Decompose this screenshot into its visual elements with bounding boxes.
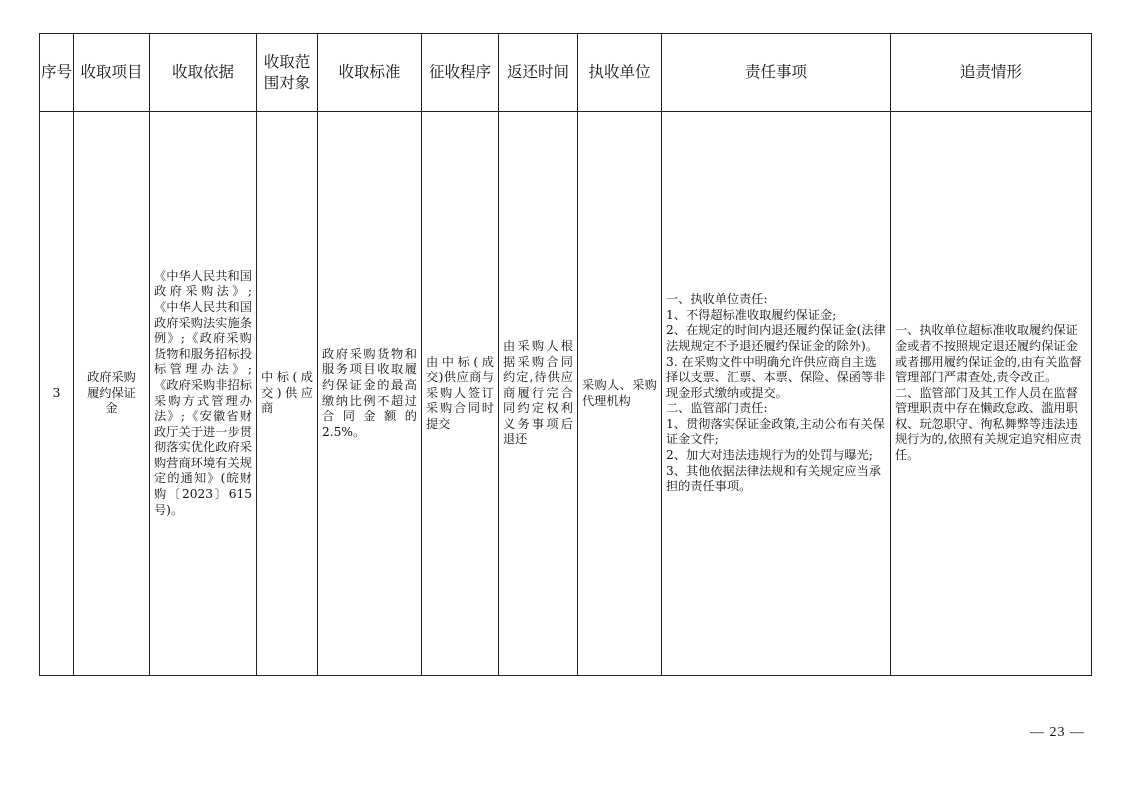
- procedure-value: 由中标(成交)供应商与采购人签订采购合同时提交: [426, 354, 494, 431]
- header-return-time: 返还时间: [499, 34, 578, 112]
- return-time-value: 由采购人根据采购合同约定,待供应商履行完合同约定权利义务事项后退还: [503, 338, 573, 447]
- header-item: 收取项目: [74, 34, 150, 112]
- cell-procedure: [422, 112, 499, 676]
- seq-value: 3: [52, 385, 61, 400]
- header-scope-text: 收取范围对象: [263, 52, 311, 92]
- cell-return-time: [499, 112, 578, 676]
- scope-value: 中标(成交)供应商: [261, 370, 313, 416]
- header-procedure: 征收程序: [422, 34, 499, 112]
- basis-value: 《中华人民共和国政府采购法》;《中华人民共和国政府采购法实施条例》;《政府采购货物和服务招标投标管理办法》;《政府采购非招标采购方式管理办法》;《安徽省财政厅关于进一步贯彻落实优化政府采购营商环境有关规定的通知》(皖财购〔2023〕615 号)。: [154, 268, 252, 517]
- accountability-value: 一、执收单位超标准收取履约保证金或者不按照规定退还履约保证金或者挪用履约保证金的,由有关监督管理部门严肃查处,责令改正。 二、监管部门及其工作人员在监督管理职责中存在懒政怠政、滥用职权、玩忽职守、徇私舞弊等违法违规行为的,依照有关规定追究相应责任。: [895, 323, 1082, 463]
- page-number: — 23 —: [1030, 725, 1085, 740]
- header-accountability: 追责情形: [891, 34, 1092, 112]
- cell-standard: [318, 112, 422, 676]
- header-seq: 序号: [40, 34, 74, 112]
- header-responsibility: 责任事项: [662, 34, 891, 112]
- header-scope: [257, 34, 318, 112]
- header-row: [40, 34, 1092, 112]
- cell-item: [74, 112, 150, 676]
- table-row: [40, 112, 1092, 676]
- header-unit: 执收单位: [578, 34, 662, 112]
- cell-scope: [257, 112, 318, 676]
- cell-unit: [578, 112, 662, 676]
- item-value: 政府采购履约保证金: [87, 370, 136, 416]
- header-basis: 收取依据: [150, 34, 257, 112]
- header-standard: 收取标准: [318, 34, 422, 112]
- cell-accountability: [891, 112, 1092, 676]
- standard-value: 政府采购货物和服务项目收取履约保证金的最高缴纳比例不超过合同金额的 2.5%。: [322, 346, 417, 439]
- cell-responsibility: [662, 112, 891, 676]
- unit-value: 采购人、采购代理机构: [582, 377, 657, 408]
- cell-basis: [150, 112, 257, 676]
- fee-table: [39, 33, 1092, 676]
- cell-seq: [40, 112, 74, 676]
- responsibility-value: 一、执收单位责任: 1、不得超标准收取履约保证金; 2、在规定的时间内退还履约保证金(法律法规规定不予退还履约保证金的除外)。 3. 在采购文件中明确允许供应商自主选择以支票、汇票、本票、保险、保函等非现金形式缴纳或提交。 二、监管部门责任: 1、贯彻落实保证金政策,主动公布有关保证金文件; 2、加大对违法违规行为的处罚与曝光; 3、其他依据法律法规和有关规定应当承担的责任事项。: [666, 292, 886, 494]
